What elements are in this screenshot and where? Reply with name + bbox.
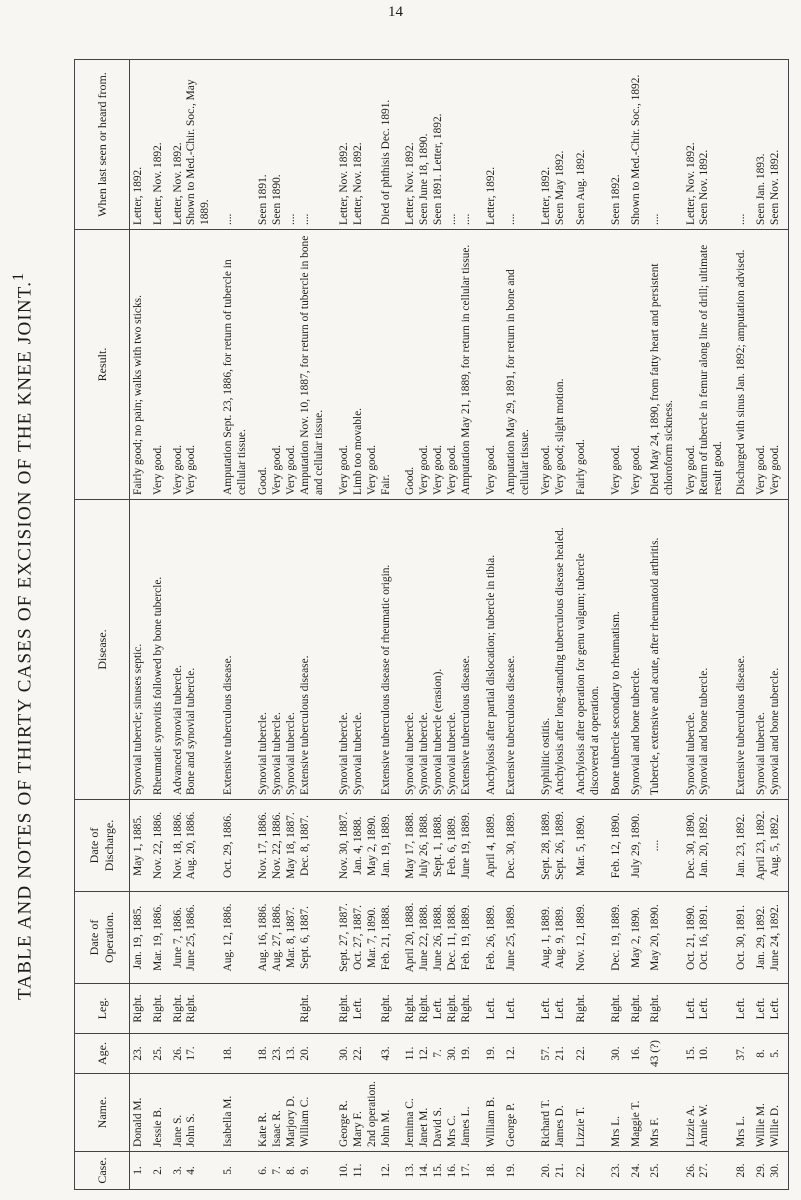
patient-age-cell: 12.	[503, 1034, 538, 1074]
result-cell: Very good. Return of tubercle in femur along line of drill; ultimate result good.	[683, 230, 733, 500]
patient-age-cell: 26. 17.	[170, 1034, 220, 1074]
leg-side-cell: Right.	[608, 984, 628, 1034]
patient-age-cell: 18.	[220, 1034, 255, 1074]
case-number-cell: 29. 30.	[753, 1152, 789, 1190]
header-case: Case.	[75, 1152, 130, 1190]
when-last-seen-cell: Letter, Nov. 1892. Letter, Nov. 1892. Died of phthisis Dec. 1891.	[336, 60, 402, 230]
leg-side-cell: Right. Right. Left. Right. Right.	[402, 984, 483, 1034]
leg-side-cell: Right.	[573, 984, 608, 1034]
disease-cell: Bone tubercle secondary to rheumatism.	[608, 500, 628, 800]
when-last-seen-cell: Letter, Nov. 1892.	[150, 60, 170, 230]
disease-cell: Synovial tubercle. Synovial and bone tubercle.	[753, 500, 789, 800]
patient-name-cell: Isabella M.	[220, 1074, 255, 1152]
date-of-operation-cell: Oct. 30, 1891.	[733, 892, 753, 984]
leg-side-cell: Right. Right.	[170, 984, 220, 1034]
patient-name-cell: Lizzie T.	[573, 1074, 608, 1152]
when-last-seen-cell: Shown to Med.-Chir. Soc., 1892.	[628, 60, 648, 230]
patient-age-cell: 11. 12. 7. 30. 19.	[402, 1034, 483, 1074]
table-row	[336, 60, 402, 1190]
result-cell: Amputation May 29, 1891, for return in bone and cellular tissue.	[503, 230, 538, 500]
disease-cell: Synovial and bone tubercle.	[628, 500, 648, 800]
table-body	[130, 60, 789, 1190]
date-of-discharge-cell: Mar. 5, 1890.	[573, 800, 608, 892]
disease-cell: Anchylosis after operation for genu valgum; tubercle discovered at operation.	[573, 500, 608, 800]
case-number-cell: 19.	[503, 1152, 538, 1190]
date-of-discharge-cell: Oct. 29, 1886.	[220, 800, 255, 892]
disease-cell: Anchylosis after partial dislocation; tubercle in tibia.	[483, 500, 503, 800]
when-last-seen-cell: Seen 1892.	[608, 60, 628, 230]
result-cell: Fairly good.	[573, 230, 608, 500]
table-row	[483, 60, 503, 1190]
leg-side-cell: Left. Left.	[538, 984, 573, 1034]
date-of-operation-cell: June 7, 1886. June 25, 1886.	[170, 892, 220, 984]
result-cell: Very good.	[483, 230, 503, 500]
result-cell: Good. Very good. Very good. Amputation Nov. 10, 1887, for return of tubercle in bone and cellular tissue.	[255, 230, 336, 500]
leg-side-cell: Right.	[255, 984, 336, 1034]
when-last-seen-cell: ....	[503, 60, 538, 230]
patient-name-cell: William B.	[483, 1074, 503, 1152]
when-last-seen-cell: Seen Aug. 1892.	[573, 60, 608, 230]
patient-name-cell: George P.	[503, 1074, 538, 1152]
leg-side-cell: Left.	[503, 984, 538, 1034]
case-number-cell: 6. 7. 8. 9.	[255, 1152, 336, 1190]
date-of-operation-cell: Jan. 19, 1885.	[130, 892, 150, 984]
case-number-cell: 22.	[573, 1152, 608, 1190]
disease-cell: Synovial tubercle. Synovial tubercle. Synovial tubercle. Extensive tuberculous disease.	[255, 500, 336, 800]
date-of-operation-cell: Dec. 19, 1889.	[608, 892, 628, 984]
date-of-operation-cell: Mar. 19, 1886.	[150, 892, 170, 984]
table-row	[503, 60, 538, 1190]
date-of-discharge-cell: Dec. 30, 1890. Jan. 20, 1892.	[683, 800, 733, 892]
date-of-discharge-cell: April 23, 1892. Aug. 5, 1892.	[753, 800, 789, 892]
when-last-seen-cell: Letter, Nov. 1892. Seen June 18, 1890. Seen 1891. Letter, 1892. .... ....	[402, 60, 483, 230]
table-row	[733, 60, 753, 1190]
patient-age-cell: 30. 22. 43.	[336, 1034, 402, 1074]
date-of-discharge-cell: April 4, 1889.	[483, 800, 503, 892]
title-footnote-mark: 1	[10, 271, 27, 281]
date-of-discharge-cell: May 1, 1885.	[130, 800, 150, 892]
when-last-seen-cell: Letter, 1892. Seen May 1892.	[538, 60, 573, 230]
patient-name-cell: Mrs F.	[647, 1074, 682, 1152]
date-of-operation-cell: Nov. 12, 1889.	[573, 892, 608, 984]
case-number-cell: 24.	[628, 1152, 648, 1190]
date-of-discharge-cell: Nov. 22, 1886.	[150, 800, 170, 892]
header-date-of-discharge: Date of Discharge.	[75, 800, 130, 892]
result-cell: Very good.	[608, 230, 628, 500]
table-row	[150, 60, 170, 1190]
leg-side-cell: Left.	[733, 984, 753, 1034]
date-of-operation-cell: Oct. 21, 1890. Oct. 16, 1891.	[683, 892, 733, 984]
leg-side-cell: Left.	[483, 984, 503, 1034]
date-of-operation-cell: Aug. 12, 1886.	[220, 892, 255, 984]
disease-cell: Extensive tuberculous disease.	[220, 500, 255, 800]
header-date-of-operation: Date of Operation.	[75, 892, 130, 984]
date-of-discharge-cell: Feb. 12, 1890.	[608, 800, 628, 892]
case-number-cell: 26. 27.	[683, 1152, 733, 1190]
patient-age-cell: 37.	[733, 1034, 753, 1074]
table-row	[170, 60, 220, 1190]
table-row	[647, 60, 682, 1190]
header-row	[75, 60, 130, 1190]
when-last-seen-cell: Seen Jan. 1893. Seen Nov. 1892.	[753, 60, 789, 230]
patient-name-cell: Donald M.	[130, 1074, 150, 1152]
result-cell: Died May 24, 1890, from fatty heart and persistent chloroform sickness.	[647, 230, 682, 500]
result-cell: Very good. Very good; slight motion.	[538, 230, 573, 500]
patient-age-cell: 16.	[628, 1034, 648, 1074]
table-row	[683, 60, 733, 1190]
date-of-operation-cell: May 20, 1890.	[647, 892, 682, 984]
patient-name-cell: Lizzie A. Annie W.	[683, 1074, 733, 1152]
date-of-discharge-cell: Dec. 30, 1889.	[503, 800, 538, 892]
leg-side-cell: Right.	[150, 984, 170, 1034]
disease-cell: Synovial tubercle. Synovial tubercle. Synovial tubercle (erasion). Synovial tubercle. Extensive tuberculous disease.	[402, 500, 483, 800]
case-number-cell: 3. 4.	[170, 1152, 220, 1190]
when-last-seen-cell: Letter, 1892.	[130, 60, 150, 230]
case-number-cell: 20. 21.	[538, 1152, 573, 1190]
when-last-seen-cell: ....	[733, 60, 753, 230]
date-of-discharge-cell: Jan. 23, 1892.	[733, 800, 753, 892]
result-cell: Very good. Limb too movable. Very good. Fair.	[336, 230, 402, 500]
case-number-cell: 13. 14. 15. 16. 17.	[402, 1152, 483, 1190]
date-of-discharge-cell: ....	[647, 800, 682, 892]
case-table-wrapper	[74, 60, 789, 1190]
result-cell: Amputation Sept. 23, 1886, for return of tubercle in cellular tissue.	[220, 230, 255, 500]
date-of-operation-cell: Feb. 26, 1889.	[483, 892, 503, 984]
table-row	[538, 60, 573, 1190]
when-last-seen-cell: Seen 1891. Seen 1890. .... ....	[255, 60, 336, 230]
table-row	[220, 60, 255, 1190]
result-cell: Good. Very good. Very good. Very good. Amputation May 21, 1889, for return in cellular tissue.	[402, 230, 483, 500]
date-of-discharge-cell: Sept. 28, 1889. Sept. 26, 1889.	[538, 800, 573, 892]
result-cell: Very good. Very good.	[170, 230, 220, 500]
patient-name-cell: Richard T. James D.	[538, 1074, 573, 1152]
disease-cell: Syphilitic ostitis. Anchylosis after long-standing tuberculous disease healed.	[538, 500, 573, 800]
leg-side-cell	[220, 984, 255, 1034]
header-name: Name.	[75, 1074, 130, 1152]
date-of-operation-cell: May 2, 1890.	[628, 892, 648, 984]
date-of-operation-cell: Sept. 27, 1887. Oct. 27, 1887. Mar. 7, 1890. Feb. 21, 1888.	[336, 892, 402, 984]
table-row	[608, 60, 628, 1190]
when-last-seen-cell: Letter, 1892.	[483, 60, 503, 230]
patient-age-cell: 30.	[608, 1034, 628, 1074]
case-number-cell: 23.	[608, 1152, 628, 1190]
case-number-cell: 10. 11. 12.	[336, 1152, 402, 1190]
patient-name-cell: Maggie T.	[628, 1074, 648, 1152]
patient-name-cell: Jessie B.	[150, 1074, 170, 1152]
patient-age-cell: 23.	[130, 1034, 150, 1074]
when-last-seen-cell: Letter, Nov. 1892. Shown to Med.-Chir. Soc., May 1889.	[170, 60, 220, 230]
leg-side-cell: Right.	[628, 984, 648, 1034]
table-row	[628, 60, 648, 1190]
patient-name-cell: George R. Mary F. 2nd operation. John M.	[336, 1074, 402, 1152]
date-of-operation-cell: Aug. 16, 1886. Aug. 27, 1886. Mar. 8, 1887. Sept. 6, 1887.	[255, 892, 336, 984]
table-row	[130, 60, 150, 1190]
result-cell: Very good.	[628, 230, 648, 500]
leg-side-cell: Right.	[647, 984, 682, 1034]
when-last-seen-cell: ....	[220, 60, 255, 230]
date-of-discharge-cell: July 29, 1890.	[628, 800, 648, 892]
patient-age-cell: 43 (?)	[647, 1034, 682, 1074]
table-row	[402, 60, 483, 1190]
header-when-last-seen: When last seen or heard from.	[75, 60, 130, 230]
date-of-operation-cell: Aug. 1, 1889. Aug. 9, 1889.	[538, 892, 573, 984]
date-of-discharge-cell: Nov. 18, 1886. Aug. 20, 1886.	[170, 800, 220, 892]
date-of-discharge-cell: Nov. 30, 1887. Jan. 4, 1888. May 2, 1890. Jan. 19, 1889.	[336, 800, 402, 892]
patient-age-cell: 18. 23. 13. 20.	[255, 1034, 336, 1074]
result-cell: Very good.	[150, 230, 170, 500]
header-age: Age.	[75, 1034, 130, 1074]
patient-name-cell: Mrs L.	[733, 1074, 753, 1152]
disease-cell: Synovial tubercle. Synovial tubercle. Extensive tuberculous disease of rheumatic origin.	[336, 500, 402, 800]
result-cell: Discharged with sinus Jan. 1892; amputation advised.	[733, 230, 753, 500]
patient-name-cell: Willie M. Willie D.	[753, 1074, 789, 1152]
patient-age-cell: 8. 5.	[753, 1034, 789, 1074]
case-number-cell: 2.	[150, 1152, 170, 1190]
table-row	[573, 60, 608, 1190]
date-of-operation-cell: April 20, 1888. June 22, 1888. June 26, 1888. Dec. 11, 1888. Feb. 19, 1889.	[402, 892, 483, 984]
patient-name-cell: Kate R. Isaac R. Marjory D. William C.	[255, 1074, 336, 1152]
result-cell: Very good. Very good.	[753, 230, 789, 500]
table-title	[10, 10, 36, 1000]
disease-cell: Rheumatic synovitis followed by bone tubercle.	[150, 500, 170, 800]
patient-age-cell: 57. 21.	[538, 1034, 573, 1074]
table-row	[255, 60, 336, 1190]
disease-cell: Extensive tuberculous disease.	[503, 500, 538, 800]
date-of-discharge-cell: Nov. 17, 1886. Nov. 22, 1886. May 18, 1887. Dec. 8, 1887.	[255, 800, 336, 892]
disease-cell: Synovial tubercle; sinuses septic.	[130, 500, 150, 800]
table-title-text: TABLE AND NOTES OF THIRTY CASES OF EXCISION OF THE KNEE JOINT.	[14, 280, 36, 1000]
patient-age-cell: 15. 10.	[683, 1034, 733, 1074]
patient-name-cell: Jane S. John S.	[170, 1074, 220, 1152]
date-of-discharge-cell: May 17, 1888. July 26, 1888. Sept. 1, 1888. Feb. 6, 1889. June 19, 1889.	[402, 800, 483, 892]
when-last-seen-cell: Letter, Nov. 1892. Seen Nov. 1892.	[683, 60, 733, 230]
patient-name-cell: Mrs L.	[608, 1074, 628, 1152]
leg-side-cell: Right.	[130, 984, 150, 1034]
disease-cell: Advanced synovial tubercle. Bone and synovial tubercle.	[170, 500, 220, 800]
case-number-cell: 28.	[733, 1152, 753, 1190]
table-row	[753, 60, 789, 1190]
disease-cell: Extensive tuberculous disease.	[733, 500, 753, 800]
date-of-operation-cell: June 25, 1889.	[503, 892, 538, 984]
case-table	[74, 59, 789, 1190]
leg-side-cell: Left. Left.	[683, 984, 733, 1034]
result-cell: Fairly good; no pain; walks with two sticks.	[130, 230, 150, 500]
when-last-seen-cell: ....	[647, 60, 682, 230]
disease-cell: Tubercle, extensive and acute, after rheumatoid arthritis.	[647, 500, 682, 800]
case-number-cell: 5.	[220, 1152, 255, 1190]
header-result: Result.	[75, 230, 130, 500]
date-of-operation-cell: Jan. 29, 1892. June 24, 1892.	[753, 892, 789, 984]
case-number-cell: 18.	[483, 1152, 503, 1190]
patient-age-cell: 19.	[483, 1034, 503, 1074]
patient-name-cell: Jemima C. Janet M. David S. Mrs C. James L.	[402, 1074, 483, 1152]
case-number-cell: 1.	[130, 1152, 150, 1190]
patient-age-cell: 22.	[573, 1034, 608, 1074]
disease-cell: Synovial tubercle. Synovial and bone tubercle.	[683, 500, 733, 800]
patient-age-cell: 25.	[150, 1034, 170, 1074]
header-leg: Leg.	[75, 984, 130, 1034]
leg-side-cell: Left. Left.	[753, 984, 789, 1034]
case-number-cell: 25.	[647, 1152, 682, 1190]
page-number: 14	[388, 4, 403, 20]
header-disease: Disease.	[75, 500, 130, 800]
leg-side-cell: Right. Left. Right.	[336, 984, 402, 1034]
